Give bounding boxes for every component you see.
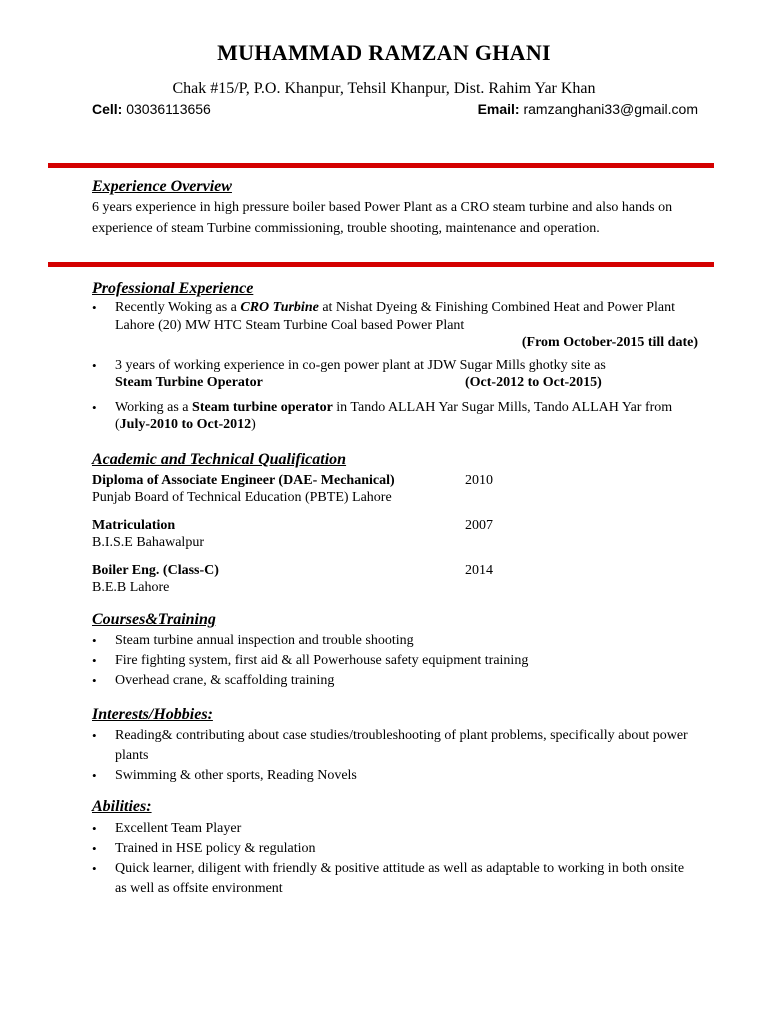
professional-experience-section <box>92 279 698 434</box>
exp1-post: at Nishat Dyeing & Finishing Combined Heat and Power Plant Lahore (20) MW HTC Steam Turbine Coal based Power Plant <box>115 300 676 333</box>
qualification-item <box>92 517 698 551</box>
qualification-institute: B.E.B Lahore <box>92 580 170 595</box>
abilities-heading: Abilities: <box>92 798 152 815</box>
list-item: • Overhead crane, & scaffolding training <box>92 671 698 691</box>
divider-bottom <box>48 262 714 267</box>
qualification-title: Matriculation <box>92 518 176 533</box>
qualification-institute: B.I.S.E Bahawalpur <box>92 535 204 550</box>
email-label: Email: <box>477 101 520 117</box>
exp1-role: CRO Turbine <box>240 300 319 315</box>
experience-overview-section <box>92 177 698 239</box>
qualification-item <box>92 562 698 596</box>
list-item: • Trained in HSE policy & regulation <box>92 839 698 859</box>
exp1-date: (From October-2015 till date) <box>521 335 698 350</box>
courses-list <box>92 631 698 691</box>
exp3-role: Steam turbine operator <box>192 399 333 415</box>
experience-item <box>92 357 698 392</box>
courses-section <box>92 610 698 691</box>
list-item: • Swimming & other sports, Reading Novels <box>92 766 698 786</box>
exp3-date: July-2010 to Oct-2012 <box>119 417 252 432</box>
list-item: • Excellent Team Player <box>92 819 698 839</box>
courses-heading: Courses&Training <box>92 611 216 628</box>
email-info <box>478 101 698 117</box>
qualification-title: Diploma of Associate Engineer (DAE- Mechanical) <box>92 473 395 488</box>
qualification-year: 2010 <box>465 473 493 488</box>
divider-top <box>48 163 714 168</box>
exp1-pre: Recently Woking as a <box>115 300 241 315</box>
exp3-post: in Tando ALLAH Yar Sugar Mills, Tando ALLAH Yar from ( <box>115 399 673 432</box>
professional-experience-heading: Professional Experience <box>92 280 254 297</box>
cell-number: 03036113656 <box>126 101 211 117</box>
interests-heading: Interests/Hobbies: <box>92 706 213 723</box>
experience-item <box>92 399 698 434</box>
academic-section <box>92 450 698 596</box>
academic-heading: Academic and Technical Qualification <box>92 451 347 468</box>
candidate-name: MUHAMMAD RAMZAN GHANI <box>217 40 551 65</box>
exp2-role: Steam Turbine Operator <box>115 375 263 390</box>
qualification-title: Boiler Eng. (Class-C) <box>92 563 219 578</box>
address-line: Chak #15/P, P.O. Khanpur, Tehsil Khanpur, Dist. Rahim Yar Khan <box>172 80 596 97</box>
exp3-close: ) <box>251 417 256 432</box>
interests-section <box>92 705 698 786</box>
experience-overview-heading: Experience Overview <box>92 178 232 195</box>
qualification-institute: Punjab Board of Technical Education (PBTE) Lahore <box>92 490 392 505</box>
cell-info <box>92 101 211 117</box>
abilities-list <box>92 819 698 899</box>
exp2-date: (Oct-2012 to Oct-2015) <box>465 375 602 390</box>
list-item: • Steam turbine annual inspection and trouble shooting <box>92 631 698 651</box>
experience-list <box>92 299 698 434</box>
cell-label: Cell: <box>92 101 123 117</box>
experience-overview-text: 6 years experience in high pressure boiler based Power Plant as a CRO steam turbine and also hands on experience of steam Turbine commissioning, trouble shooting, maintenance and operation. <box>92 200 673 236</box>
list-item: • Quick learner, diligent with friendly & positive attitude as well as adaptable to working in both onsite as well as offsite environment <box>92 859 698 899</box>
qualification-year: 2014 <box>465 563 493 578</box>
experience-item <box>92 299 698 352</box>
exp2-text: 3 years of working experience in co-gen power plant at JDW Sugar Mills ghotky site as <box>115 357 606 373</box>
qualification-year: 2007 <box>465 518 493 533</box>
email-address: ramzanghani33@gmail.com <box>523 101 698 117</box>
list-item: • Reading& contributing about case studies/troubleshooting of plant problems, specifically about power plants <box>92 726 698 766</box>
qualification-item <box>92 472 698 506</box>
abilities-section <box>92 797 698 899</box>
exp3-pre: Working as a <box>115 399 193 415</box>
interests-list <box>92 726 698 786</box>
list-item: • Fire fighting system, first aid & all Powerhouse safety equipment training <box>92 651 698 671</box>
